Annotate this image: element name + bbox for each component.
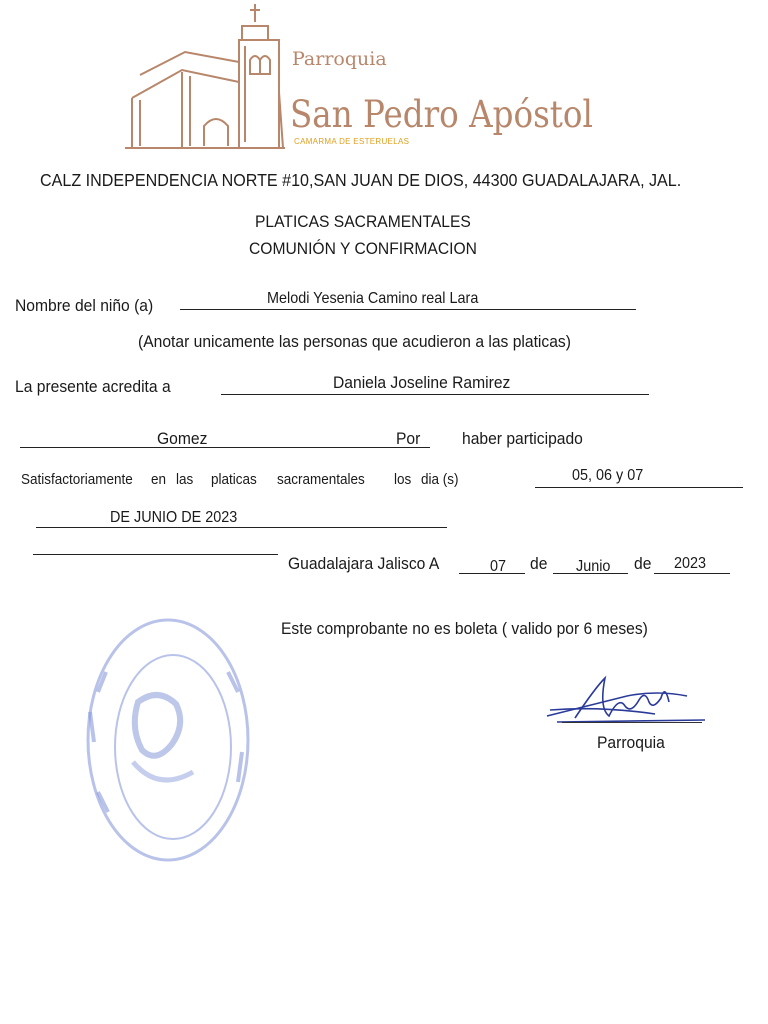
child-name-line [180,309,636,310]
city-label: Guadalajara Jalisco A [288,554,440,573]
parish-name: San Pedro Apóstol [290,93,593,136]
child-name-value: Melodi Yesenia Camino real Lara [267,290,479,307]
month-line [36,527,447,528]
days-value: 05, 06 y 07 [572,467,644,484]
parish-address: CALZ INDEPENDENCIA NORTE #10,SAN JUAN DE DIOS, 44300 GUADALAJARA, JAL. [40,170,682,190]
por-label: Por [396,429,421,448]
accredit-surname: Gomez [157,429,208,448]
accredit-line [221,394,649,395]
accredit-label: La presente acredita a [15,377,171,396]
church-drawing-icon [120,0,290,160]
parish-subtitle: CAMARMA DE ESTERUELAS [294,137,410,146]
doc-title-line1: PLATICAS SACRAMENTALES [255,212,471,231]
sentence-word: dia (s) [421,471,459,488]
parish-small-label: Parroquia [292,48,387,70]
date-month: Junio [576,558,611,575]
accredit-value: Daniela Joseline Ramirez [333,373,511,392]
month-value: DE JUNIO DE 2023 [110,509,238,526]
surname-line [20,447,430,448]
date-year: 2023 [674,555,707,572]
date-de-2: de [634,554,652,573]
sentence-word: sacramentales [277,471,365,488]
sentence-word: Satisfactoriamente [21,471,133,488]
disclaimer-text: Este comprobante no es boleta ( valido por 6 meses) [281,619,648,638]
sentence-word: las [176,471,194,488]
date-day: 07 [490,558,507,575]
attendance-note: (Anotar unicamente las personas que acudieron a las platicas) [138,332,571,351]
doc-title-line2: COMUNIÓN Y CONFIRMACION [249,239,477,258]
parish-logo [120,0,550,160]
sentence-word: platicas [211,471,257,488]
signature-label: Parroquia [597,733,665,752]
blank-line [33,554,278,555]
signature-mark [545,672,710,732]
sentence-word: los [394,471,412,488]
date-de-1: de [530,554,548,573]
sentence-word: en [151,471,167,488]
year-line [654,573,730,574]
days-line [535,487,743,488]
participated-label: haber participado [462,429,583,448]
child-name-label: Nombre del niño (a) [15,296,154,315]
signature-line [562,722,702,723]
parish-seal-stamp [78,612,258,868]
